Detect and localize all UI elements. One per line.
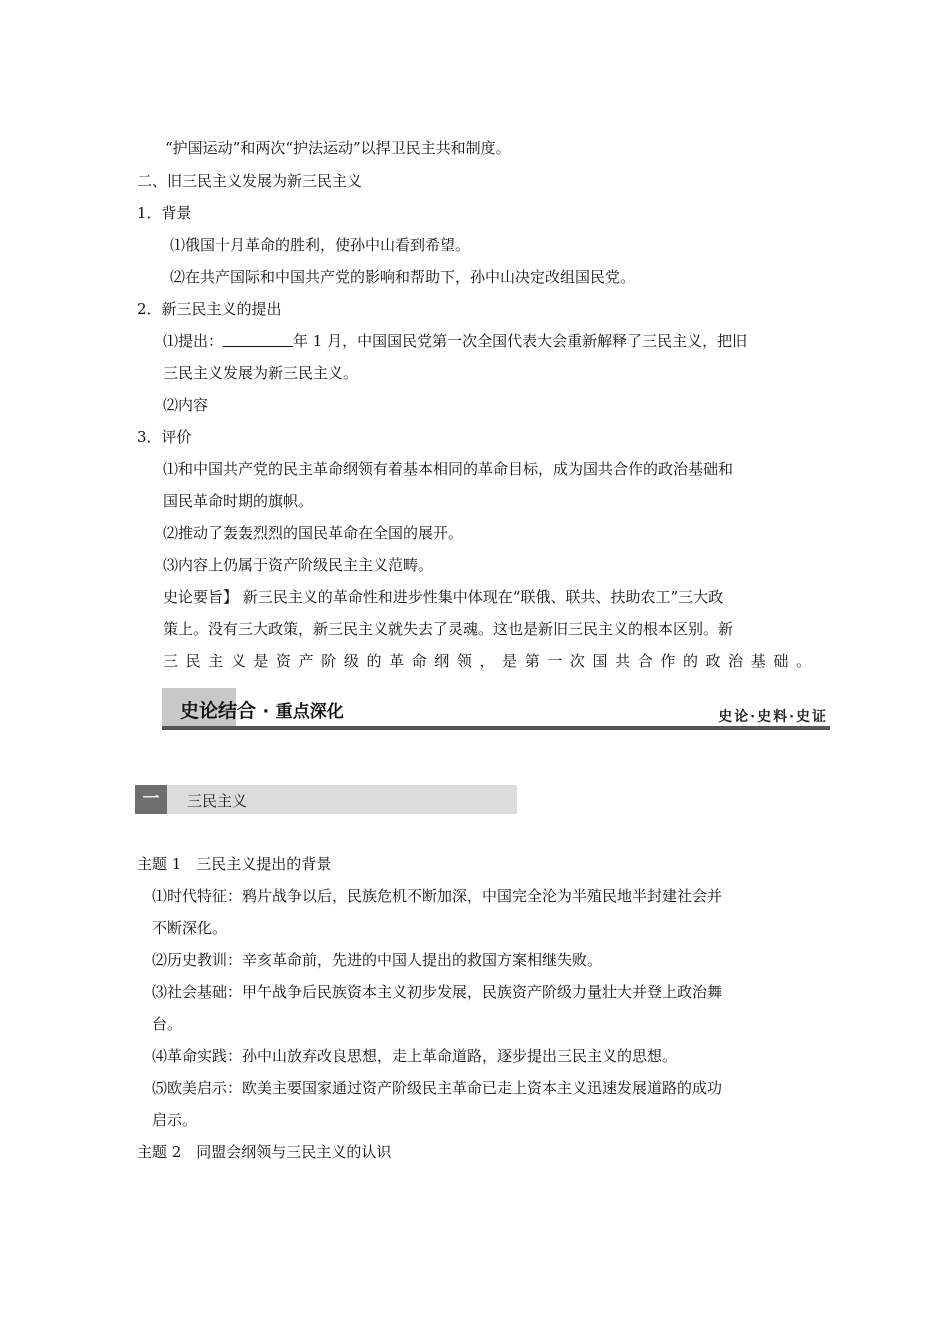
subheading: 2．新三民主义的提出 xyxy=(137,300,282,318)
text-line xyxy=(163,331,747,351)
banner-title-sub: 重点深化 xyxy=(275,702,344,722)
section-banner xyxy=(162,688,830,732)
section-label: 三民主义 xyxy=(187,792,248,810)
text-line: 三民主义是资产阶级的革命纲领，是第一次国共合作的政治基础。 xyxy=(163,652,811,670)
text-line: ⑵在共产国际和中国共产党的影响和帮助下，孙中山决定改组国民党。 xyxy=(170,268,636,286)
topic-heading: 主题 2 同盟会纲领与三民主义的认识 xyxy=(137,1143,392,1161)
text-line: 策上。没有三大政策，新三民主义就失去了灵魂。这也是新旧三民主义的根本区别。新 xyxy=(163,620,734,638)
banner-tagline: 史论·史料·史证 xyxy=(718,709,828,725)
text-line: ⑵推动了轰轰烈烈的国民革命在全国的展开。 xyxy=(163,524,464,542)
section-header-bar xyxy=(135,785,517,814)
text-line: “护国运动”和两次“护法运动”以捍卫民主共和制度。 xyxy=(165,139,511,157)
banner-divider xyxy=(162,726,830,730)
text-line: ⑵内容 xyxy=(163,396,209,414)
text-line: ⑶内容上仍属于资产阶级民主主义范畴。 xyxy=(163,556,434,574)
banner-title-dot: · xyxy=(262,702,270,722)
text-line: 台。 xyxy=(152,1015,183,1033)
text-fragment: 年 1 月，中国国民党第一次全国代表大会重新解释了三民主义，把旧 xyxy=(293,332,748,350)
text-line: ⑶社会基础：甲午战争后民族资本主义初步发展，民族资产阶级力量壮大并登上政治舞 xyxy=(152,983,723,1001)
subheading: 1．背景 xyxy=(137,204,192,222)
text-line: ⑷革命实践：孙中山放弃改良思想，走上革命道路，逐步提出三民主义的思想。 xyxy=(152,1047,678,1065)
text-line: ⑴和中国共产党的民主革命纲领有着基本相同的革命目标，成为国共合作的政治基础和 xyxy=(163,460,734,478)
banner-title-main: 史论结合 xyxy=(180,700,257,722)
text-line: 三民主义发展为新三民主义。 xyxy=(163,364,359,382)
text-line: 启示。 xyxy=(152,1111,198,1129)
section-number: 一 xyxy=(135,785,167,814)
text-line: ⑸欧美启示：欧美主要国家通过资产阶级民主革命已走上资本主义迅速发展道路的成功 xyxy=(152,1079,723,1097)
subheading: 3．评价 xyxy=(137,428,192,446)
topic-heading: 主题 1 三民主义提出的背景 xyxy=(137,855,332,873)
text-fragment: ⑴提出： xyxy=(163,332,224,350)
text-line: 不断深化。 xyxy=(152,919,228,937)
fill-in-blank xyxy=(223,332,293,347)
text-line: 国民革命时期的旗帜。 xyxy=(163,492,314,510)
text-line: 史论要旨】 新三民主义的革命性和进步性集中体现在“联俄、联共、扶助农工”三大政 xyxy=(163,588,724,606)
text-line: ⑴时代特征：鸦片战争以后，民族危机不断加深，中国完全沦为半殖民地半封建社会并 xyxy=(152,887,723,905)
banner-title xyxy=(180,696,344,723)
text-line: ⑴俄国十月革命的胜利，使孙中山看到希望。 xyxy=(170,236,471,254)
text-line: ⑵历史教训：辛亥革命前，先进的中国人提出的救国方案相继失败。 xyxy=(152,951,603,969)
section-heading: 二、旧三民主义发展为新三民主义 xyxy=(137,172,363,190)
